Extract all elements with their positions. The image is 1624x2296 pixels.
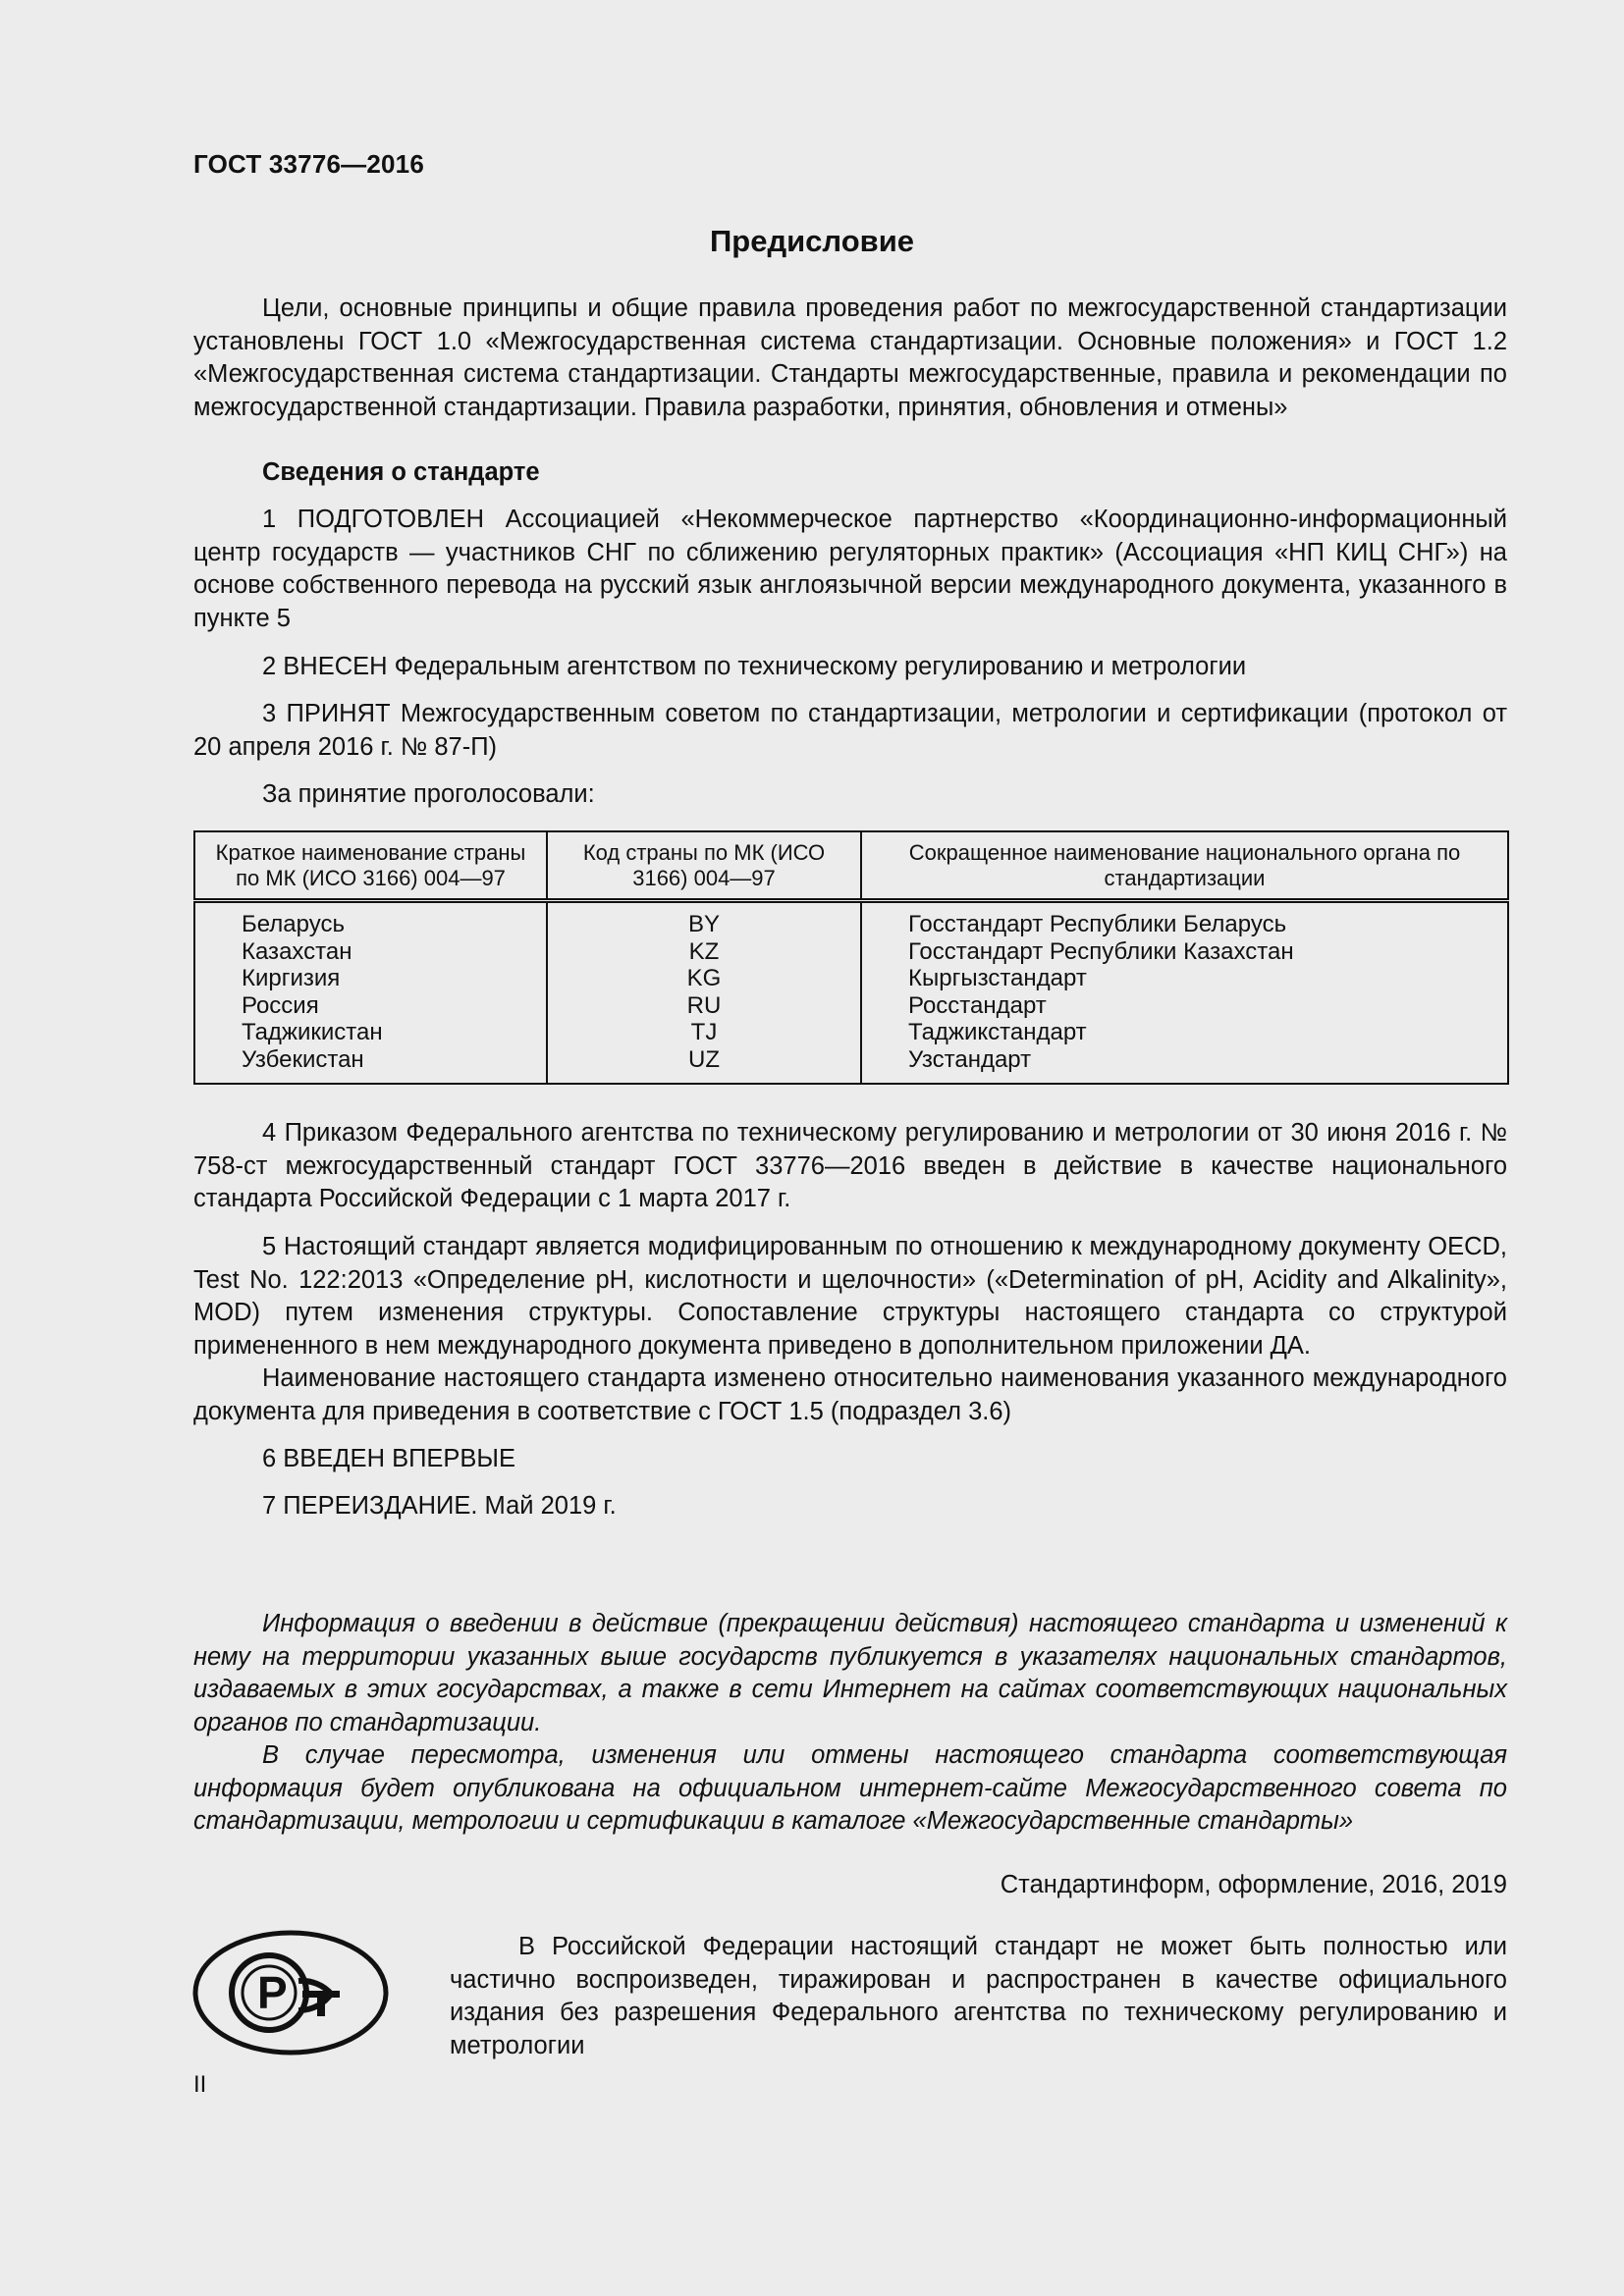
- code-column: [547, 901, 861, 1085]
- notice-paragraph-2: В случае пересмотра, изменения или отмены настоящего стандарта соответствующая информация будет опубликована на официальном интернет-сайте Межгосударственного совета по стандартизации, метрологии и сертификации в каталоге «Межгосударственные стандарты»: [193, 1741, 1507, 1835]
- country-column: [194, 901, 547, 1085]
- country-name: Россия: [242, 991, 319, 1019]
- table-body-row: [194, 901, 1508, 1085]
- country-name: Узбекистан: [242, 1045, 364, 1073]
- country-code: UZ: [688, 1045, 720, 1073]
- country-code: KZ: [688, 937, 720, 965]
- item-7: 7 ПЕРЕИЗДАНИЕ. Май 2019 г.: [262, 1492, 617, 1520]
- intro-paragraph: Цели, основные принципы и общие правила проведения работ по межгосударственной стандартизации установлены ГОСТ 1.0 «Межгосударственная система стандартизации. Основные положения» и ГОСТ 1.2 «Межгосударственная система стандартизации. Стандарты межгосударственные, правила и рекомендации по межгосударственной стандартизации. Правила разработки, принятия, обновления и отмены»: [193, 294, 1507, 421]
- standards-body: Госстандарт Республики Беларусь: [908, 911, 1287, 937]
- logo-text: Р: [257, 1967, 288, 2018]
- country-name: Казахстан: [242, 937, 352, 965]
- document-id: ГОСТ 33776—2016: [193, 149, 424, 179]
- table-header-row: [194, 831, 1508, 901]
- item-6: 6 ВВЕДЕН ВПЕРВЫЕ: [262, 1445, 516, 1472]
- body-column: [861, 901, 1508, 1085]
- country-code: RU: [686, 991, 722, 1019]
- voting-table: [193, 830, 1509, 1085]
- item-5-rename-note: Наименование настоящего стандарта изменено относительно наименования указанного международного документа для приведения в соответствие с ГОСТ 1.5 (подраздел 3.6): [193, 1364, 1507, 1425]
- page-number: II: [193, 2071, 207, 2098]
- standards-body: Таджикстандарт: [908, 1019, 1087, 1045]
- item-5: 5 Настоящий стандарт является модифицированным по отношению к международному документу OECD, Test No. 122:2013 «Определение pH, кислотности и щелочности» («Determination of pH, Acidity and Alkalinity», MOD) путем изменения структуры. Сопоставление структуры настоящего стандарта со структурой примененного в нем международного документа приведено в дополнительном приложении ДА.: [193, 1233, 1507, 1360]
- country-name: Таджикистан: [242, 1019, 383, 1045]
- country-code: BY: [687, 911, 720, 937]
- standards-body: Узстандарт: [908, 1045, 1032, 1073]
- page-title: Предисловие: [709, 224, 914, 258]
- item-4: 4 Приказом Федерального агентства по техническому регулированию и метрологии от 30 июня 2016 г. № 758-ст межгосударственный стандарт ГОСТ 33776—2016 введен в действие в качестве национального стандарта Российской Федерации с 1 марта 2017 г.: [193, 1119, 1507, 1212]
- item-1: 1 ПОДГОТОВЛЕН Ассоциацией «Некоммерческое партнерство «Координационно-информационный центр государств — участников СНГ по сближению регуляторных практик» (Ассоциация «НП КИЦ СНГ») на основе собственного перевода на русский язык англоязычной версии международного документа, указанного в пункте 5: [193, 506, 1507, 632]
- standards-body: Госстандарт Республики Казахстан: [908, 937, 1294, 965]
- country-code: TJ: [690, 1019, 718, 1045]
- copyright-line: Стандартинформ, оформление, 2016, 2019: [1000, 1871, 1507, 1898]
- country-name: Беларусь: [242, 911, 345, 937]
- table-header-code: Код страны по МК (ИСО 3166) 004—97: [547, 831, 861, 901]
- voted-label: За принятие проголосовали:: [262, 780, 595, 808]
- item-3: 3 ПРИНЯТ Межгосударственным советом по стандартизации, метрологии и сертификации (протокол от 20 апреля 2016 г. № 87-П): [193, 700, 1507, 761]
- notice-paragraph-1: Информация о введении в действие (прекращении действия) настоящего стандарта и изменений к нему на территории указанных выше государств публикуется в указателях национальных стандартов, издаваемых в этих государствах, а также в сети Интернет на сайтах соответствующих национальных органов по стандартизации.: [193, 1610, 1507, 1736]
- table-header-body: Сокращенное наименование национального органа по стандартизации: [861, 831, 1508, 901]
- item-2: 2 ВНЕСЕН Федеральным агентством по техническому регулированию и метрологии: [262, 653, 1247, 680]
- standards-body: Росстандарт: [908, 991, 1047, 1019]
- rst-certification-logo-icon: [192, 1930, 389, 2056]
- table-header-country: Краткое наименование страны по МК (ИСО 3166) 004—97: [194, 831, 547, 901]
- country-code: KG: [686, 965, 722, 991]
- country-name: Киргизия: [242, 965, 341, 991]
- standards-body: Кыргызстандарт: [908, 965, 1087, 991]
- rights-notice: В Российской Федерации настоящий стандарт не может быть полностью или частично воспроизведен, тиражирован и распространен в качестве официального издания без разрешения Федерального агентства по техническому регулированию и метрологии: [450, 1933, 1507, 2059]
- info-heading: Сведения о стандарте: [262, 458, 540, 486]
